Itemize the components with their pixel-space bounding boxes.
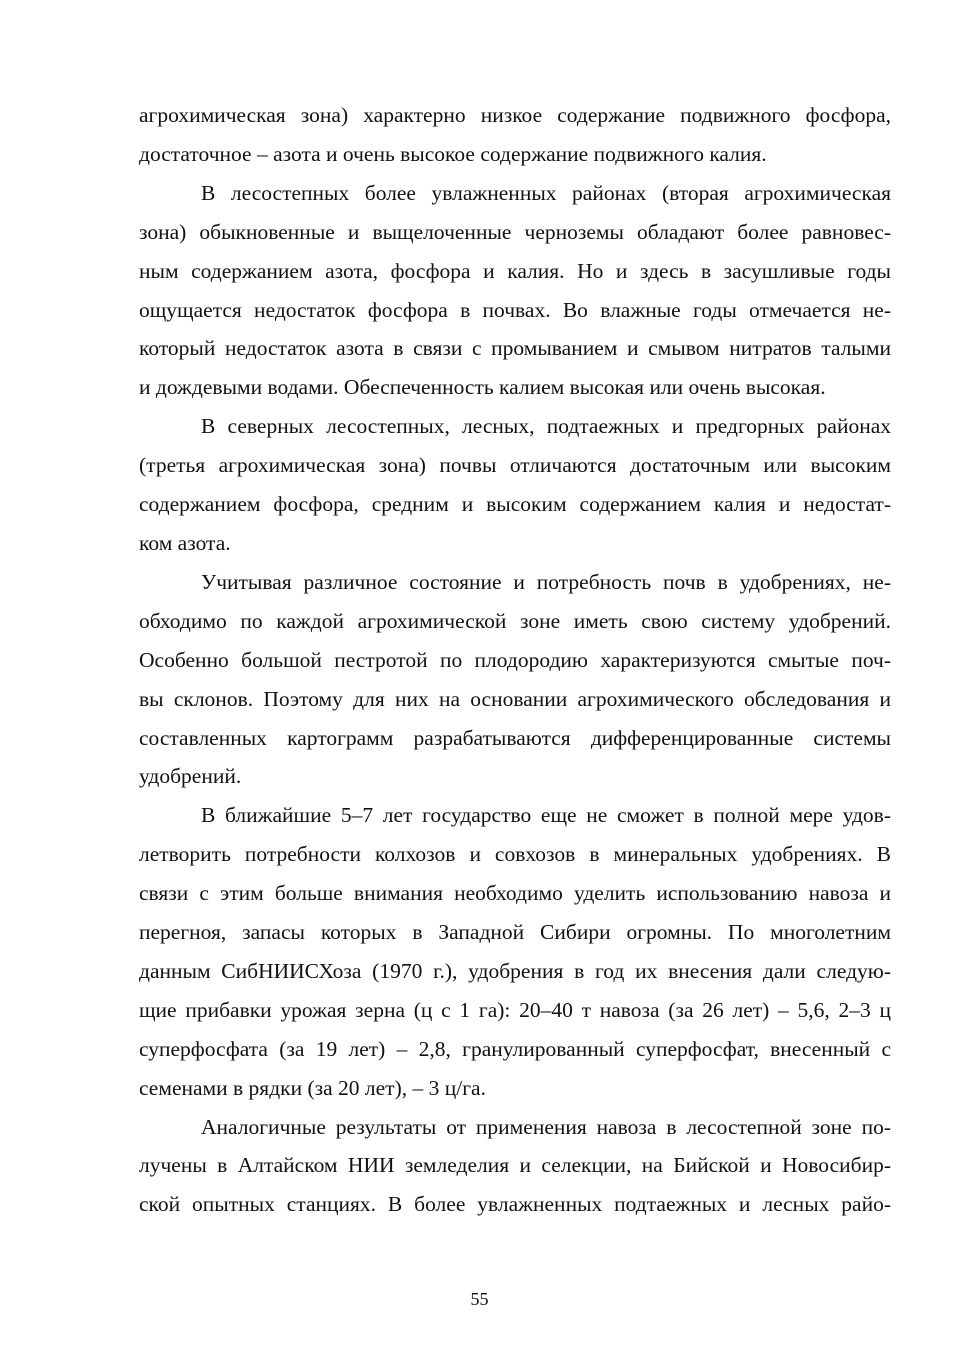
page-number: 55 xyxy=(470,1289,489,1309)
text-line: ской опытных станциях. В более увлажненных подтаежных и лесных райо- xyxy=(139,1192,891,1217)
text-line: ком азота. xyxy=(139,530,231,555)
text-line: В ближайшие 5–7 лет государство еще не сможет в полной мере удов- xyxy=(201,803,891,828)
text-line: семенами в рядки (за 20 лет), – 3 ц/га. xyxy=(139,1075,486,1100)
text-line: летворить потребности колхозов и совхозов в минеральных удобрениях. В xyxy=(139,842,891,867)
text-line: удобрений. xyxy=(139,764,242,789)
text-line: лучены в Алтайском НИИ земледелия и селекции, на Бийской и Новосибир- xyxy=(139,1153,891,1178)
text-line: составленных картограмм разрабатываются дифференцированные системы xyxy=(139,725,891,750)
text-line: вы склонов. Поэтому для них на основании агрохимического обследования и xyxy=(139,686,891,711)
text-line: ным содержанием азота, фосфора и калия. Но и здесь в засушливые годы xyxy=(139,258,891,283)
text-line: агрохимическая зона) характерно низкое содержание подвижного фосфора, xyxy=(139,103,891,127)
text-line: связи с этим больше внимания необходимо уделить использованию навоза и xyxy=(139,881,891,906)
text-line: ощущается недостаток фосфора в почвах. Во влажные годы отмечается не- xyxy=(139,297,891,322)
text-line: (третья агрохимическая зона) почвы отличаются достаточным или высоким xyxy=(139,453,891,478)
body-text xyxy=(139,96,891,1224)
text-line: обходимо по каждой агрохимической зоне иметь свою систему удобрений. xyxy=(139,608,891,633)
text-line: перегноя, запасы которых в Западной Сибири огромны. По многолетним xyxy=(139,920,891,945)
text-line: Аналогичные результаты от применения навоза в лесостепной зоне по- xyxy=(201,1114,891,1139)
text-line: содержанием фосфора, средним и высоким содержанием калия и недостат- xyxy=(139,492,891,517)
text-line: который недостаток азота в связи с промыванием и смывом нитратов талыми xyxy=(139,336,891,361)
text-line: щие прибавки урожая зерна (ц с 1 га): 20–40 т навоза (за 26 лет) – 5,6, 2–3 ц xyxy=(139,997,891,1022)
text-line: Учитывая различное состояние и потребность почв в удобрениях, не- xyxy=(201,569,891,594)
text-line: В лесостепных более увлажненных районах (вторая агрохимическая xyxy=(201,180,891,205)
text-line: В северных лесостепных, лесных, подтаежных и предгорных районах xyxy=(201,414,891,439)
text-line: достаточное – азота и очень высокое содержание подвижного калия. xyxy=(139,141,767,166)
text-line: данным СибНИИСХоза (1970 г.), удобрения в год их внесения дали следую- xyxy=(139,958,891,983)
text-line: и дождевыми водами. Обеспеченность калием высокая или очень высокая. xyxy=(139,375,826,400)
text-line: суперфосфата (за 19 лет) – 2,8, гранулированный суперфосфат, внесенный с xyxy=(139,1036,891,1061)
text-line: Особенно большой пестротой по плодородию характеризуются смытые поч- xyxy=(139,647,891,672)
text-line: зона) обыкновенные и выщелоченные черноземы обладают более равновес- xyxy=(139,219,891,244)
